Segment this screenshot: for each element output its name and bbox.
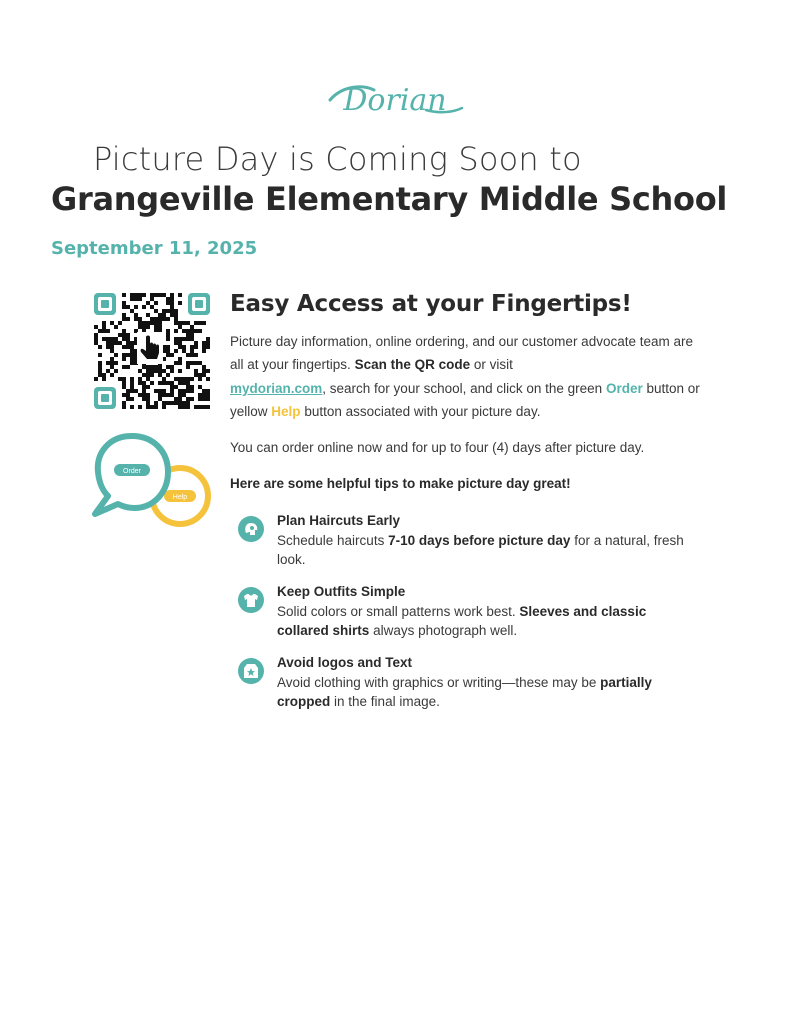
logo-text: Dorian <box>343 83 447 118</box>
star-badge-icon <box>238 658 264 684</box>
order-word: Order <box>605 380 643 396</box>
tip-title: Avoid logos and Text <box>277 655 413 670</box>
tip-title: Plan Haircuts Early <box>277 513 401 528</box>
qr-code[interactable] <box>92 291 212 411</box>
hand-pointer-icon <box>137 332 163 364</box>
order-window-text: You can order online now and for up to four (4) days after picture day. <box>230 440 645 455</box>
dorian-logo <box>322 80 468 124</box>
help-bubble-label: Help <box>172 494 188 501</box>
shirt-icon <box>238 587 264 613</box>
picture-day-date: September 11, 2025 <box>51 238 258 259</box>
mydorian-link[interactable]: mydorian.com <box>230 380 323 396</box>
help-word: Help <box>271 404 301 420</box>
school-name: Grangeville Elementary Middle School <box>51 180 728 218</box>
order-help-bubbles <box>90 430 214 532</box>
haircut-icon <box>238 516 264 542</box>
section-title: Easy Access at your Fingertips! <box>230 291 632 317</box>
access-paragraph: Picture day information, online ordering, and our customer advocate team are all at your fingertips. Scan the QR code or visit mydorian.com, search for your school, and click on the green Order button or yellow Help button associated with your picture day. <box>230 334 700 420</box>
page-subtitle: Picture Day is Coming Soon to <box>93 140 582 178</box>
tips-intro: Here are some helpful tips to make picture day great! <box>230 476 571 491</box>
order-bubble-label: Order <box>123 468 141 475</box>
tip-title: Keep Outfits Simple <box>277 584 406 599</box>
